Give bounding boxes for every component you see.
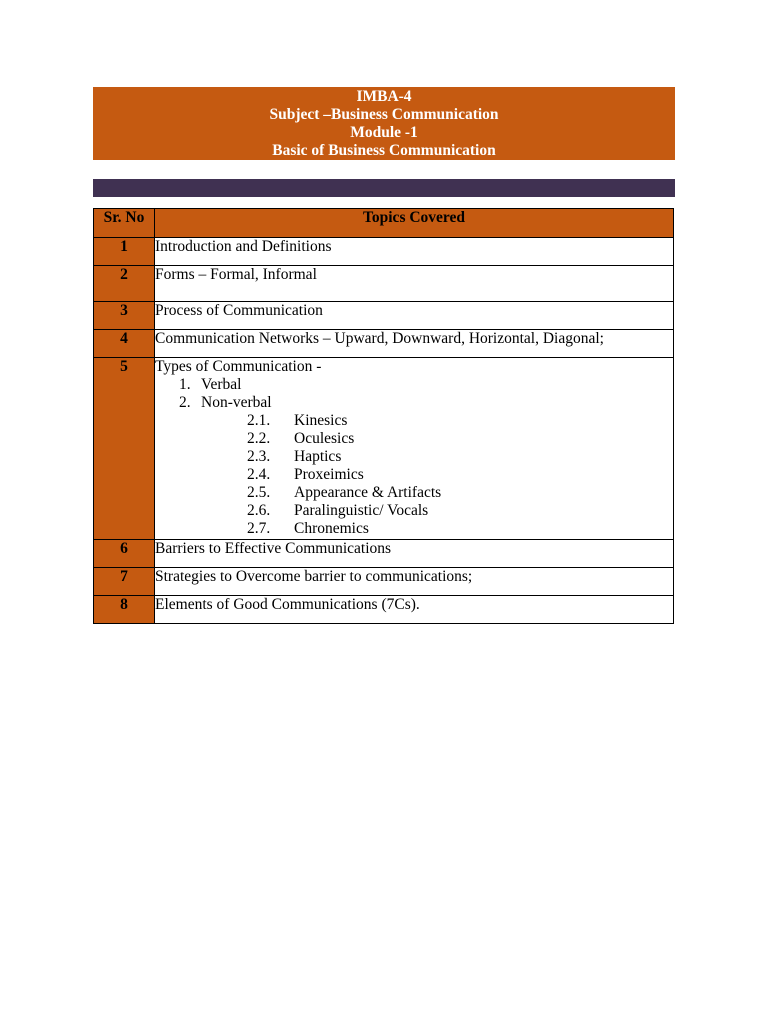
table-row [94, 358, 674, 540]
sub-list-item-label: Appearance & Artifacts [294, 484, 442, 501]
table-header-row [94, 209, 674, 238]
sub-list-item-label: Haptics [294, 448, 342, 465]
sub-list-item-label: Proxeimics [294, 466, 364, 483]
sub-list-item-number: 2.5. [247, 484, 271, 501]
row-topic: Strategies to Overcome barrier to communications; [155, 568, 674, 596]
row-topic: Introduction and Definitions [155, 238, 674, 266]
list-item [155, 394, 673, 412]
row-topic: Barriers to Effective Communications [155, 540, 674, 568]
list-item-label: Non-verbal [201, 394, 272, 411]
row-number: 4 [94, 330, 155, 358]
sub-list-item [155, 466, 673, 484]
sub-list-item-label: Chronemics [294, 520, 369, 537]
sub-list-item-number: 2.7. [247, 520, 271, 537]
list-item-label: Verbal [201, 376, 242, 393]
table-row [94, 330, 674, 358]
document-header [93, 87, 675, 160]
topics-table [93, 208, 674, 624]
sub-list-item-label: Paralinguistic/ Vocals [294, 502, 429, 519]
sub-list-item-number: 2.3. [247, 448, 271, 465]
header-topics-covered: Topics Covered [155, 209, 674, 238]
table-row [94, 238, 674, 266]
row-topic: Elements of Good Communications (7Cs). [155, 596, 674, 624]
sub-list-item [155, 484, 673, 502]
row-topic: Forms – Formal, Informal [155, 266, 674, 302]
course-code: IMBA-4 [356, 88, 412, 105]
row-topic: Process of Communication [155, 302, 674, 330]
module-title: Basic of Business Communication [272, 142, 496, 159]
types-heading: Types of Communication - [155, 358, 322, 375]
list-item [155, 376, 673, 394]
sub-list-item-number: 2.1. [247, 412, 271, 429]
table-row [94, 596, 674, 624]
row-number: 8 [94, 596, 155, 624]
sub-list-item [155, 430, 673, 448]
sub-list-item [155, 520, 673, 538]
row-number: 1 [94, 238, 155, 266]
sub-list-item-number: 2.2. [247, 430, 271, 447]
row-topic-types [155, 358, 674, 540]
row-number: 2 [94, 266, 155, 302]
table-row [94, 302, 674, 330]
table-row [94, 266, 674, 302]
sub-list-item [155, 412, 673, 430]
table-row [94, 568, 674, 596]
row-number: 7 [94, 568, 155, 596]
subject-title: Subject –Business Communication [269, 106, 499, 123]
sub-list-item-label: Oculesics [294, 430, 355, 447]
row-topic: Communication Networks – Upward, Downward, Horizontal, Diagonal; [155, 330, 674, 358]
sub-list-item-label: Kinesics [294, 412, 348, 429]
sub-list-item-number: 2.6. [247, 502, 271, 519]
header-sr-no: Sr. No [94, 209, 155, 238]
list-item-number: 2. [179, 394, 191, 411]
row-number: 3 [94, 302, 155, 330]
row-number: 5 [94, 358, 155, 540]
row-number: 6 [94, 540, 155, 568]
sub-list-item [155, 448, 673, 466]
divider-bar [93, 179, 675, 197]
module-number: Module -1 [350, 124, 418, 141]
table-row [94, 540, 674, 568]
sub-list-item-number: 2.4. [247, 466, 271, 483]
list-item-number: 1. [179, 376, 191, 393]
sub-list-item [155, 502, 673, 520]
